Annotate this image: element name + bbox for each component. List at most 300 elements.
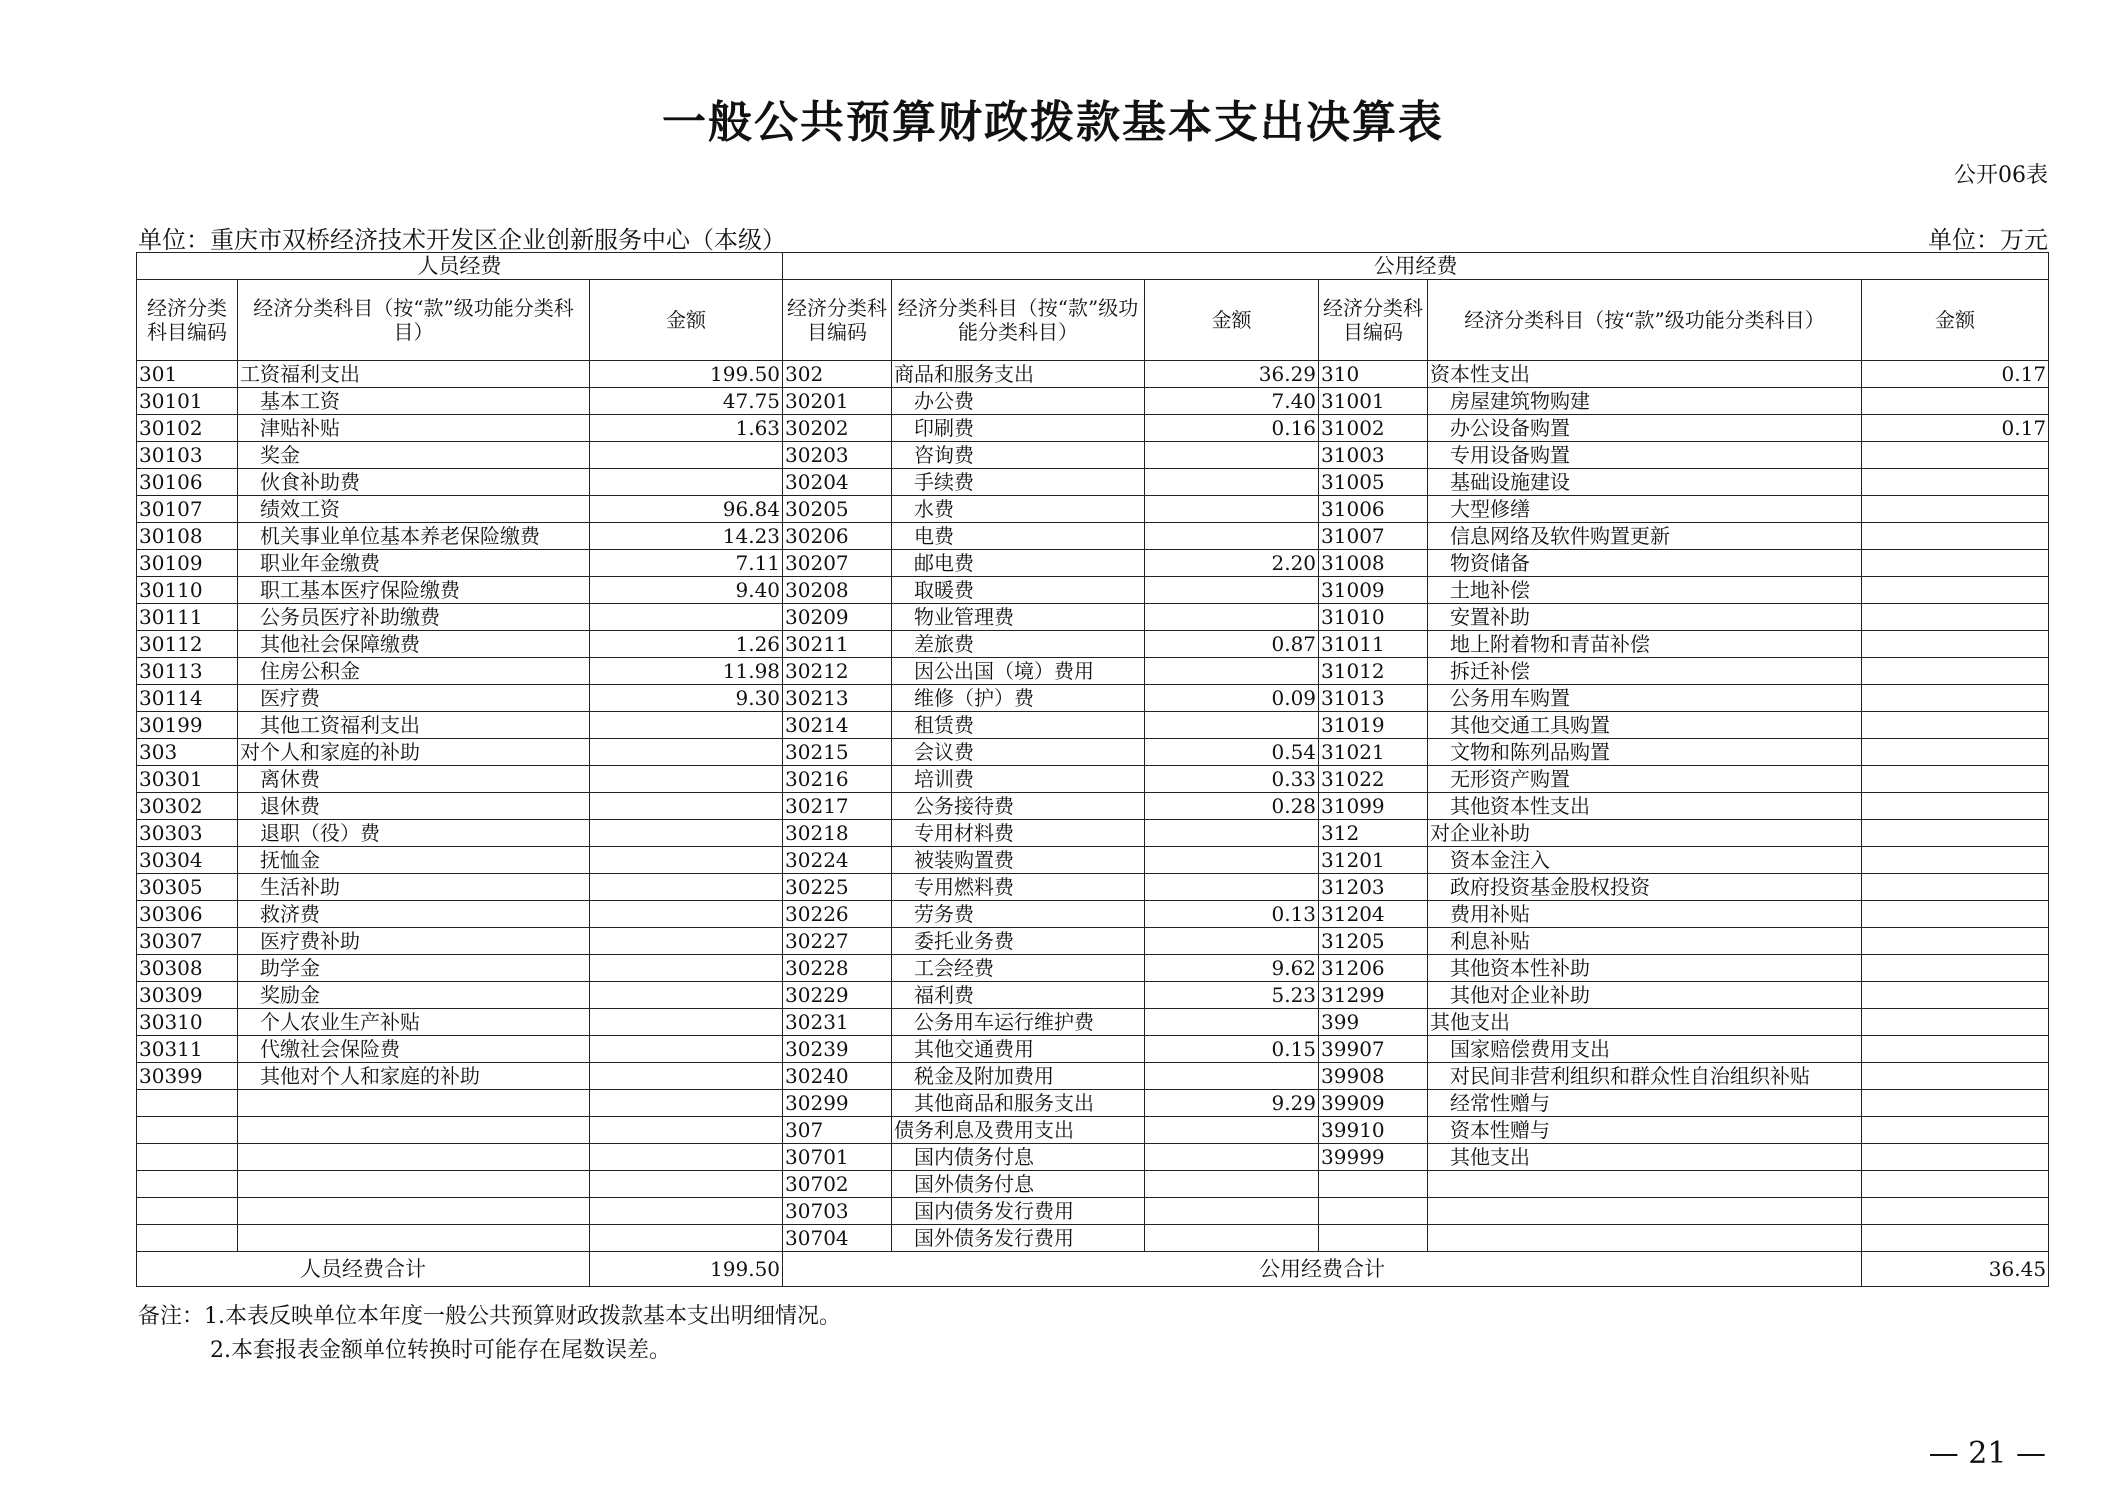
item-name: 公务用车购置 — [1428, 685, 1862, 712]
item-amount — [1145, 1009, 1319, 1036]
item-amount: 199.50 — [590, 361, 783, 388]
item-amount — [1862, 901, 2049, 928]
item-code — [137, 1198, 238, 1225]
item-name: 对民间非营利组织和群众性自治组织补贴 — [1428, 1063, 1862, 1090]
item-code: 302 — [783, 361, 892, 388]
item-amount: 36.29 — [1145, 361, 1319, 388]
item-name: 基本工资 — [238, 388, 590, 415]
item-amount — [1145, 712, 1319, 739]
note-line-1: 备注：1.本表反映单位本年度一般公共预算财政拨款基本支出明细情况。 — [138, 1304, 841, 1329]
item-name: 拆迁补偿 — [1428, 658, 1862, 685]
item-name: 印刷费 — [892, 415, 1145, 442]
item-amount — [590, 793, 783, 820]
table-row — [137, 631, 2049, 658]
item-code: 30199 — [137, 712, 238, 739]
item-name — [1428, 1198, 1862, 1225]
table-row — [137, 496, 2049, 523]
item-name: 国内债务发行费用 — [892, 1198, 1145, 1225]
item-code: 39910 — [1319, 1117, 1428, 1144]
item-amount: 96.84 — [590, 496, 783, 523]
item-code: 31021 — [1319, 739, 1428, 766]
table-row — [137, 766, 2049, 793]
item-code: 30103 — [137, 442, 238, 469]
item-name: 其他资本性补助 — [1428, 955, 1862, 982]
personnel-total-amount: 199.50 — [590, 1252, 783, 1287]
item-code: 30101 — [137, 388, 238, 415]
item-code: 307 — [783, 1117, 892, 1144]
item-name: 对企业补助 — [1428, 820, 1862, 847]
item-amount — [590, 1171, 783, 1198]
item-amount — [590, 739, 783, 766]
item-name: 办公费 — [892, 388, 1145, 415]
item-name: 其他商品和服务支出 — [892, 1090, 1145, 1117]
item-code: 31011 — [1319, 631, 1428, 658]
item-code — [1319, 1198, 1428, 1225]
item-name — [238, 1144, 590, 1171]
item-amount — [1862, 523, 2049, 550]
item-name: 公务员医疗补助缴费 — [238, 604, 590, 631]
item-name: 资本性赠与 — [1428, 1117, 1862, 1144]
item-name: 文物和陈列品购置 — [1428, 739, 1862, 766]
item-name: 津贴补贴 — [238, 415, 590, 442]
item-amount — [1862, 847, 2049, 874]
item-amount — [1862, 469, 2049, 496]
item-code: 30208 — [783, 577, 892, 604]
item-amount — [1145, 1063, 1319, 1090]
table-row — [137, 847, 2049, 874]
page-number: — 21 — — [1928, 1436, 2046, 1471]
item-code: 30217 — [783, 793, 892, 820]
item-name: 机关事业单位基本养老保险缴费 — [238, 523, 590, 550]
table-row — [137, 604, 2049, 631]
item-name: 维修（护）费 — [892, 685, 1145, 712]
item-code: 30107 — [137, 496, 238, 523]
item-code: 30239 — [783, 1036, 892, 1063]
item-code: 39999 — [1319, 1144, 1428, 1171]
item-code: 30226 — [783, 901, 892, 928]
header-code: 经济分类科目编码 — [137, 280, 238, 361]
item-code: 30311 — [137, 1036, 238, 1063]
item-code: 31009 — [1319, 577, 1428, 604]
item-name: 物资储备 — [1428, 550, 1862, 577]
table-row — [137, 415, 2049, 442]
item-code: 31006 — [1319, 496, 1428, 523]
item-name: 其他社会保障缴费 — [238, 631, 590, 658]
item-code: 30112 — [137, 631, 238, 658]
item-amount — [1862, 577, 2049, 604]
item-name: 住房公积金 — [238, 658, 590, 685]
item-code: 30113 — [137, 658, 238, 685]
table-row — [137, 658, 2049, 685]
table-row — [137, 577, 2049, 604]
item-amount — [590, 847, 783, 874]
table-row — [137, 712, 2049, 739]
table-row — [137, 1225, 2049, 1252]
table-row — [137, 1036, 2049, 1063]
header-name: 经济分类科目（按“款”级功能分类科目） — [238, 280, 590, 361]
item-code: 31003 — [1319, 442, 1428, 469]
table-row — [137, 1171, 2049, 1198]
table-row — [137, 388, 2049, 415]
item-amount — [1145, 577, 1319, 604]
table-row — [137, 1090, 2049, 1117]
item-name — [238, 1090, 590, 1117]
item-name: 其他交通费用 — [892, 1036, 1145, 1063]
item-amount — [590, 874, 783, 901]
item-amount — [1862, 550, 2049, 577]
item-amount — [590, 1009, 783, 1036]
item-code: 39909 — [1319, 1090, 1428, 1117]
item-code — [1319, 1171, 1428, 1198]
item-name: 信息网络及软件购置更新 — [1428, 523, 1862, 550]
item-name: 其他工资福利支出 — [238, 712, 590, 739]
item-code: 31007 — [1319, 523, 1428, 550]
item-code: 30109 — [137, 550, 238, 577]
item-amount — [1862, 820, 2049, 847]
item-name: 专用燃料费 — [892, 874, 1145, 901]
item-name: 大型修缮 — [1428, 496, 1862, 523]
item-amount — [1862, 712, 2049, 739]
item-code: 30225 — [783, 874, 892, 901]
item-amount — [1862, 631, 2049, 658]
table-row — [137, 469, 2049, 496]
item-amount — [1862, 1117, 2049, 1144]
item-code: 30110 — [137, 577, 238, 604]
item-amount: 9.40 — [590, 577, 783, 604]
item-code: 31019 — [1319, 712, 1428, 739]
item-code: 30227 — [783, 928, 892, 955]
group-header-public: 公用经费 — [783, 253, 2049, 280]
item-name: 利息补贴 — [1428, 928, 1862, 955]
item-amount — [1862, 388, 2049, 415]
item-code — [137, 1171, 238, 1198]
item-code: 30201 — [783, 388, 892, 415]
item-code: 30106 — [137, 469, 238, 496]
item-name: 无形资产购置 — [1428, 766, 1862, 793]
item-name: 劳务费 — [892, 901, 1145, 928]
item-amount — [1862, 658, 2049, 685]
item-name: 地上附着物和青苗补偿 — [1428, 631, 1862, 658]
item-name: 其他交通工具购置 — [1428, 712, 1862, 739]
item-amount — [590, 469, 783, 496]
item-code: 31099 — [1319, 793, 1428, 820]
table-row — [137, 739, 2049, 766]
item-amount — [1145, 523, 1319, 550]
item-code: 30228 — [783, 955, 892, 982]
item-amount — [1862, 604, 2049, 631]
header-name: 经济分类科目（按“款”级功能分类科目） — [892, 280, 1145, 361]
table-row — [137, 820, 2049, 847]
item-name: 邮电费 — [892, 550, 1145, 577]
item-code: 303 — [137, 739, 238, 766]
item-code: 30214 — [783, 712, 892, 739]
table-row — [137, 1144, 2049, 1171]
item-code: 30216 — [783, 766, 892, 793]
item-name: 国外债务付息 — [892, 1171, 1145, 1198]
item-name — [1428, 1225, 1862, 1252]
item-name: 国外债务发行费用 — [892, 1225, 1145, 1252]
item-code: 39908 — [1319, 1063, 1428, 1090]
item-name: 奖励金 — [238, 982, 590, 1009]
item-amount — [1145, 604, 1319, 631]
table-row — [137, 928, 2049, 955]
item-amount — [1862, 1225, 2049, 1252]
item-name: 其他对企业补助 — [1428, 982, 1862, 1009]
item-code: 30302 — [137, 793, 238, 820]
item-amount — [1862, 496, 2049, 523]
table-row — [137, 1198, 2049, 1225]
item-amount: 7.40 — [1145, 388, 1319, 415]
item-code: 30207 — [783, 550, 892, 577]
item-name: 物业管理费 — [892, 604, 1145, 631]
group-header-personnel: 人员经费 — [137, 253, 783, 280]
item-amount — [1145, 1225, 1319, 1252]
item-name: 被装购置费 — [892, 847, 1145, 874]
table-row — [137, 1117, 2049, 1144]
item-code: 30212 — [783, 658, 892, 685]
item-amount — [1145, 1117, 1319, 1144]
item-amount — [1145, 1198, 1319, 1225]
item-name: 资本金注入 — [1428, 847, 1862, 874]
item-code: 30202 — [783, 415, 892, 442]
item-name — [238, 1171, 590, 1198]
table-row — [137, 1063, 2049, 1090]
item-name: 专用设备购置 — [1428, 442, 1862, 469]
item-amount — [1145, 469, 1319, 496]
item-name: 房屋建筑物购建 — [1428, 388, 1862, 415]
item-name: 基础设施建设 — [1428, 469, 1862, 496]
item-amount: 0.54 — [1145, 739, 1319, 766]
item-code: 30215 — [783, 739, 892, 766]
item-code: 31008 — [1319, 550, 1428, 577]
totals-row — [137, 1252, 2049, 1287]
item-name: 安置补助 — [1428, 604, 1862, 631]
item-amount — [590, 1036, 783, 1063]
item-name: 公务用车运行维护费 — [892, 1009, 1145, 1036]
table-row — [137, 523, 2049, 550]
item-code: 31012 — [1319, 658, 1428, 685]
item-code: 30309 — [137, 982, 238, 1009]
item-name: 经常性赠与 — [1428, 1090, 1862, 1117]
item-code — [137, 1117, 238, 1144]
item-code: 30205 — [783, 496, 892, 523]
item-name: 土地补偿 — [1428, 577, 1862, 604]
item-code: 30231 — [783, 1009, 892, 1036]
item-code: 31201 — [1319, 847, 1428, 874]
item-amount: 7.11 — [590, 550, 783, 577]
unit-line — [138, 220, 2048, 255]
item-amount — [590, 1117, 783, 1144]
item-code: 312 — [1319, 820, 1428, 847]
item-name: 退休费 — [238, 793, 590, 820]
note-line-2: 2.本套报表金额单位转换时可能存在尾数误差。 — [210, 1338, 671, 1363]
item-code: 30206 — [783, 523, 892, 550]
header-code: 经济分类科目编码 — [1319, 280, 1428, 361]
item-amount — [1145, 658, 1319, 685]
item-amount: 5.23 — [1145, 982, 1319, 1009]
table-row — [137, 442, 2049, 469]
item-amount — [1862, 874, 2049, 901]
item-amount — [1862, 1198, 2049, 1225]
item-amount: 9.30 — [590, 685, 783, 712]
item-amount: 0.28 — [1145, 793, 1319, 820]
item-name: 手续费 — [892, 469, 1145, 496]
item-amount — [1145, 496, 1319, 523]
item-name: 咨询费 — [892, 442, 1145, 469]
item-name: 政府投资基金股权投资 — [1428, 874, 1862, 901]
public-total-amount: 36.45 — [1862, 1252, 2049, 1287]
item-name: 代缴社会保险费 — [238, 1036, 590, 1063]
item-name — [238, 1117, 590, 1144]
table-row — [137, 982, 2049, 1009]
item-amount: 1.63 — [590, 415, 783, 442]
item-code: 31022 — [1319, 766, 1428, 793]
item-amount — [1862, 982, 2049, 1009]
public-total-label: 公用经费合计 — [783, 1252, 1862, 1287]
item-name: 职工基本医疗保险缴费 — [238, 577, 590, 604]
item-amount — [1862, 685, 2049, 712]
item-name: 国内债务付息 — [892, 1144, 1145, 1171]
item-amount — [590, 1063, 783, 1090]
item-amount — [590, 604, 783, 631]
item-code: 30306 — [137, 901, 238, 928]
item-code: 399 — [1319, 1009, 1428, 1036]
item-code: 30209 — [783, 604, 892, 631]
item-amount — [590, 928, 783, 955]
item-name: 电费 — [892, 523, 1145, 550]
item-code: 30702 — [783, 1171, 892, 1198]
item-amount — [1862, 739, 2049, 766]
item-code: 30240 — [783, 1063, 892, 1090]
item-amount: 9.29 — [1145, 1090, 1319, 1117]
item-name: 资本性支出 — [1428, 361, 1862, 388]
table-row — [137, 361, 2049, 388]
item-code: 30308 — [137, 955, 238, 982]
item-amount — [1145, 442, 1319, 469]
page-title: 一般公共预算财政拨款基本支出决算表 — [662, 97, 1444, 148]
header-amount: 金额 — [590, 280, 783, 361]
item-code: 31013 — [1319, 685, 1428, 712]
item-code: 30218 — [783, 820, 892, 847]
item-amount — [1862, 928, 2049, 955]
item-amount — [1862, 955, 2049, 982]
item-code: 30703 — [783, 1198, 892, 1225]
expenditure-table — [136, 252, 2049, 1287]
item-code — [137, 1225, 238, 1252]
item-name: 职业年金缴费 — [238, 550, 590, 577]
unit-measure: 单位：万元 — [1928, 226, 2048, 254]
item-name: 租赁费 — [892, 712, 1145, 739]
item-name: 伙食补助费 — [238, 469, 590, 496]
item-code: 30304 — [137, 847, 238, 874]
item-amount — [1862, 1144, 2049, 1171]
item-name: 国家赔偿费用支出 — [1428, 1036, 1862, 1063]
item-amount — [590, 1198, 783, 1225]
item-name: 离休费 — [238, 766, 590, 793]
item-amount: 14.23 — [590, 523, 783, 550]
item-amount — [590, 982, 783, 1009]
item-amount — [1145, 820, 1319, 847]
item-name: 商品和服务支出 — [892, 361, 1145, 388]
personnel-total-label: 人员经费合计 — [137, 1252, 590, 1287]
table-row — [137, 793, 2049, 820]
header-amount: 金额 — [1145, 280, 1319, 361]
item-amount — [1145, 928, 1319, 955]
table-row — [137, 901, 2049, 928]
item-name: 其他资本性支出 — [1428, 793, 1862, 820]
item-amount: 0.09 — [1145, 685, 1319, 712]
item-code — [1319, 1225, 1428, 1252]
item-amount: 0.17 — [1862, 415, 2049, 442]
item-name: 水费 — [892, 496, 1145, 523]
item-name: 工资福利支出 — [238, 361, 590, 388]
item-name — [1428, 1171, 1862, 1198]
item-code: 30310 — [137, 1009, 238, 1036]
item-name: 会议费 — [892, 739, 1145, 766]
item-name: 绩效工资 — [238, 496, 590, 523]
table-row — [137, 550, 2049, 577]
item-amount: 2.20 — [1145, 550, 1319, 577]
item-amount: 1.26 — [590, 631, 783, 658]
item-name: 医疗费 — [238, 685, 590, 712]
item-amount: 0.15 — [1145, 1036, 1319, 1063]
item-code: 31206 — [1319, 955, 1428, 982]
item-code: 30399 — [137, 1063, 238, 1090]
item-name: 税金及附加费用 — [892, 1063, 1145, 1090]
item-name: 对个人和家庭的补助 — [238, 739, 590, 766]
item-amount — [1145, 874, 1319, 901]
item-amount — [590, 766, 783, 793]
item-code: 31299 — [1319, 982, 1428, 1009]
item-amount: 0.17 — [1862, 361, 2049, 388]
item-code: 30701 — [783, 1144, 892, 1171]
item-amount — [590, 712, 783, 739]
item-name: 其他支出 — [1428, 1144, 1862, 1171]
form-number: 公开06表 — [1954, 163, 2048, 188]
item-amount — [590, 1144, 783, 1171]
item-amount — [590, 901, 783, 928]
item-name: 委托业务费 — [892, 928, 1145, 955]
item-code: 30204 — [783, 469, 892, 496]
item-amount — [1145, 1171, 1319, 1198]
item-code: 30299 — [783, 1090, 892, 1117]
item-code: 39907 — [1319, 1036, 1428, 1063]
item-name: 个人农业生产补贴 — [238, 1009, 590, 1036]
table-row — [137, 1009, 2049, 1036]
item-code: 30224 — [783, 847, 892, 874]
item-code: 30307 — [137, 928, 238, 955]
item-code: 30704 — [783, 1225, 892, 1252]
item-amount — [1862, 1090, 2049, 1117]
item-name: 债务利息及费用支出 — [892, 1117, 1145, 1144]
item-amount — [1862, 442, 2049, 469]
item-name: 其他对个人和家庭的补助 — [238, 1063, 590, 1090]
table-row — [137, 955, 2049, 982]
item-code: 31002 — [1319, 415, 1428, 442]
item-code: 30102 — [137, 415, 238, 442]
item-code: 31005 — [1319, 469, 1428, 496]
item-name: 培训费 — [892, 766, 1145, 793]
item-amount: 9.62 — [1145, 955, 1319, 982]
item-code: 30301 — [137, 766, 238, 793]
item-name: 费用补贴 — [1428, 901, 1862, 928]
item-name: 医疗费补助 — [238, 928, 590, 955]
item-amount: 0.33 — [1145, 766, 1319, 793]
item-name — [238, 1198, 590, 1225]
header-amount: 金额 — [1862, 280, 2049, 361]
item-name: 福利费 — [892, 982, 1145, 1009]
item-code: 30108 — [137, 523, 238, 550]
